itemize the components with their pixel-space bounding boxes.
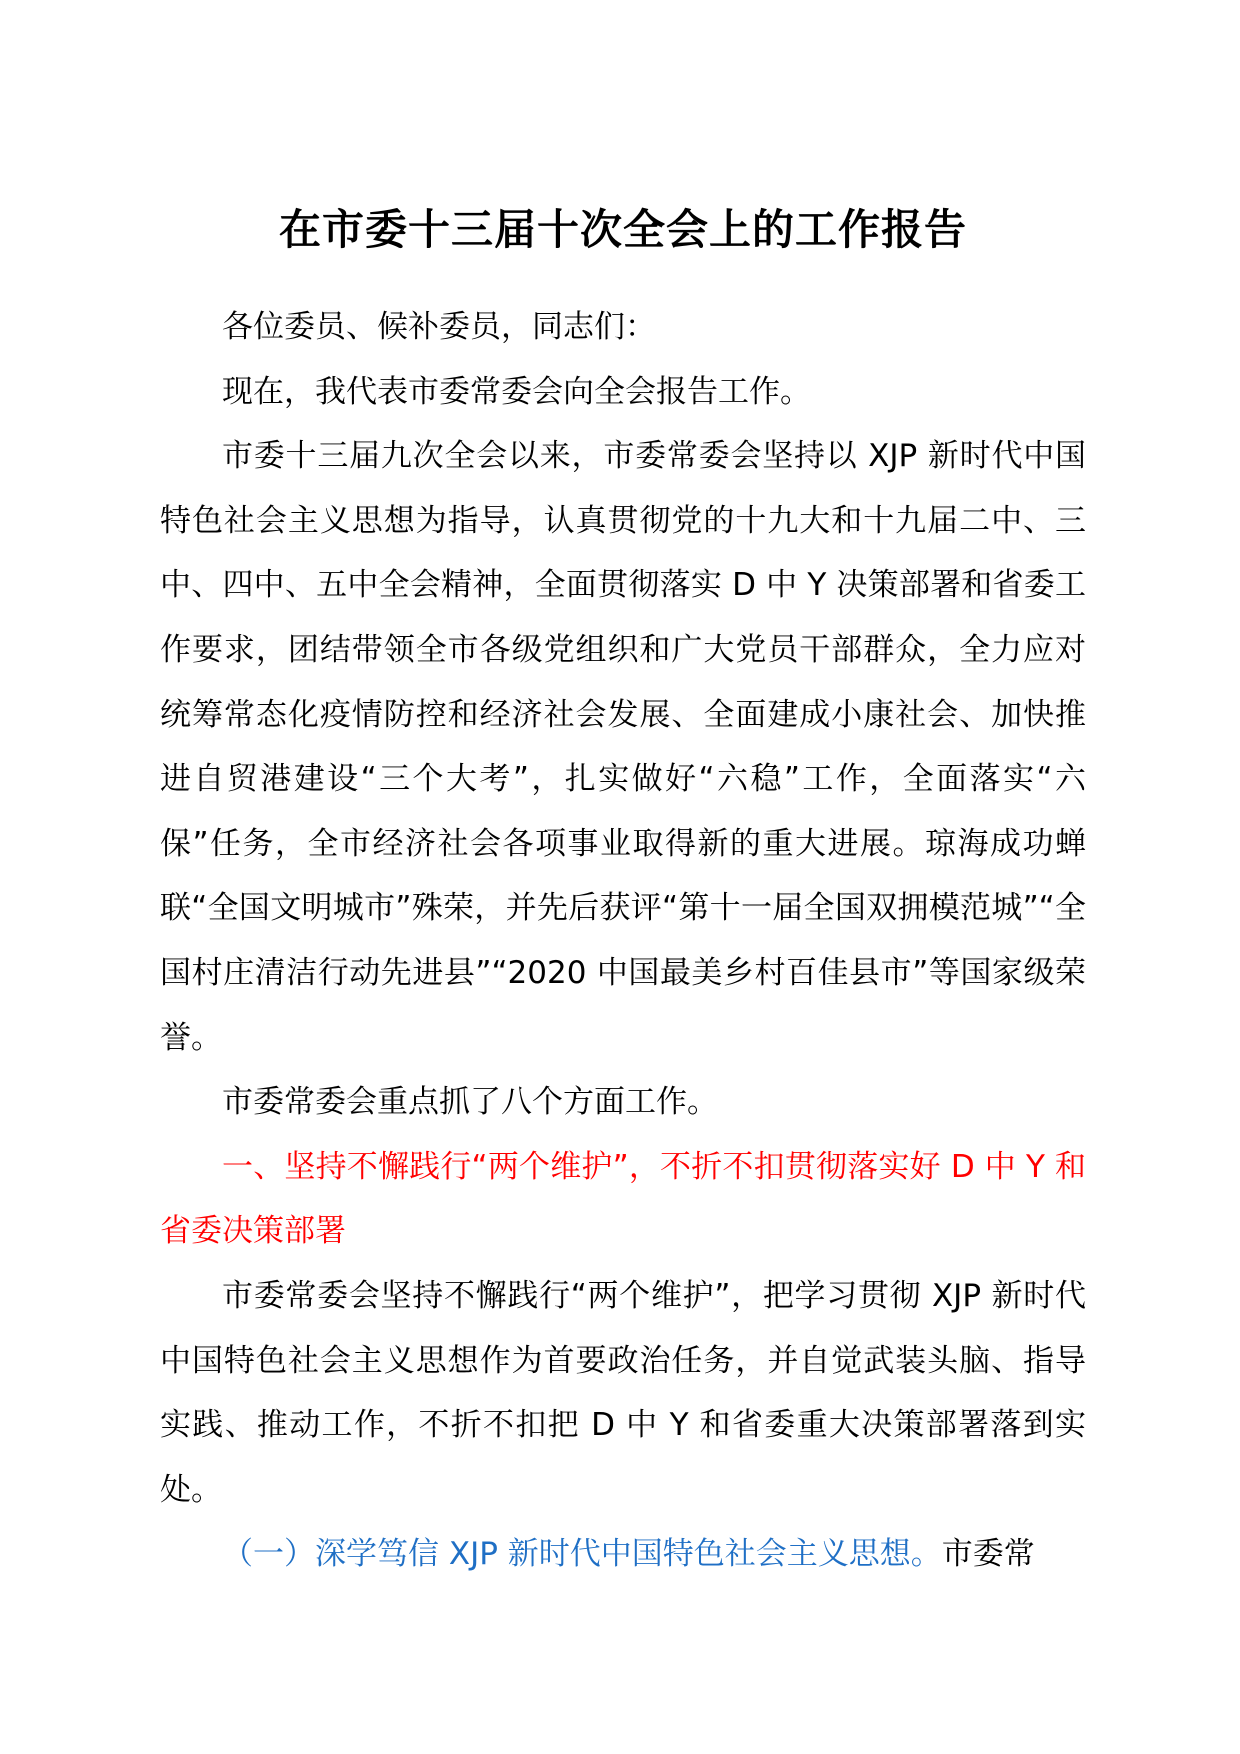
- section-paragraph: 市委常委会坚持不懈践行“两个维护”，把学习贯彻 XJP 新时代中国特色社会主义思想作为首要政治任务，并自觉武装头脑、指导实践、推动工作，不折不扣把 D 中 Y 和省委重大决策部署落到实处。: [160, 1277, 1086, 1508]
- subsection-text: 市委常: [941, 1536, 1035, 1573]
- document-title: 在市委十三届十次全会上的工作报告: [278, 205, 967, 254]
- overview-paragraph: 市委常委会重点抓了八个方面工作。: [222, 1084, 718, 1121]
- summary-paragraph: 市委十三届九次全会以来，市委常委会坚持以 XJP 新时代中国特色社会主义思想为指导，认真贯彻党的十九大和十九届二中、三中、四中、五中全会精神，全面贯彻落实 D 中 Y 决策部署和省委工作要求，团结带领全市各级党组织和广大党员干部群众，全力应对统筹常态化疫情防控和经济社会发展、全面建成小康社会、加快推进自贸港建设“三个大考”，扎实做好“六稳”工作，全面落实“六保”任务，全市经济社会各项事业取得新的重大进展。琼海成功蝉联“全国文明城市”殊荣，并先后获评“第十一届全国双拥模范城”“全国村庄清洁行动先进县”“2020 中国最美乡村百佳县市”等国家级荣誉。: [160, 438, 1086, 1056]
- subsection-heading: （一）深学笃信 XJP 新时代中国特色社会主义思想。: [222, 1536, 942, 1573]
- subsection-paragraph: [160, 1522, 1086, 1587]
- document-body: [160, 295, 1086, 1587]
- section-heading: 一、坚持不懈践行“两个维护”，不折不扣贯彻落实好 D 中 Y 和省委决策部署: [160, 1148, 1086, 1250]
- salutation-paragraph: 各位委员、候补委员，同志们：: [222, 309, 656, 345]
- intro-paragraph: 现在，我代表市委常委会向全会报告工作。: [222, 373, 811, 410]
